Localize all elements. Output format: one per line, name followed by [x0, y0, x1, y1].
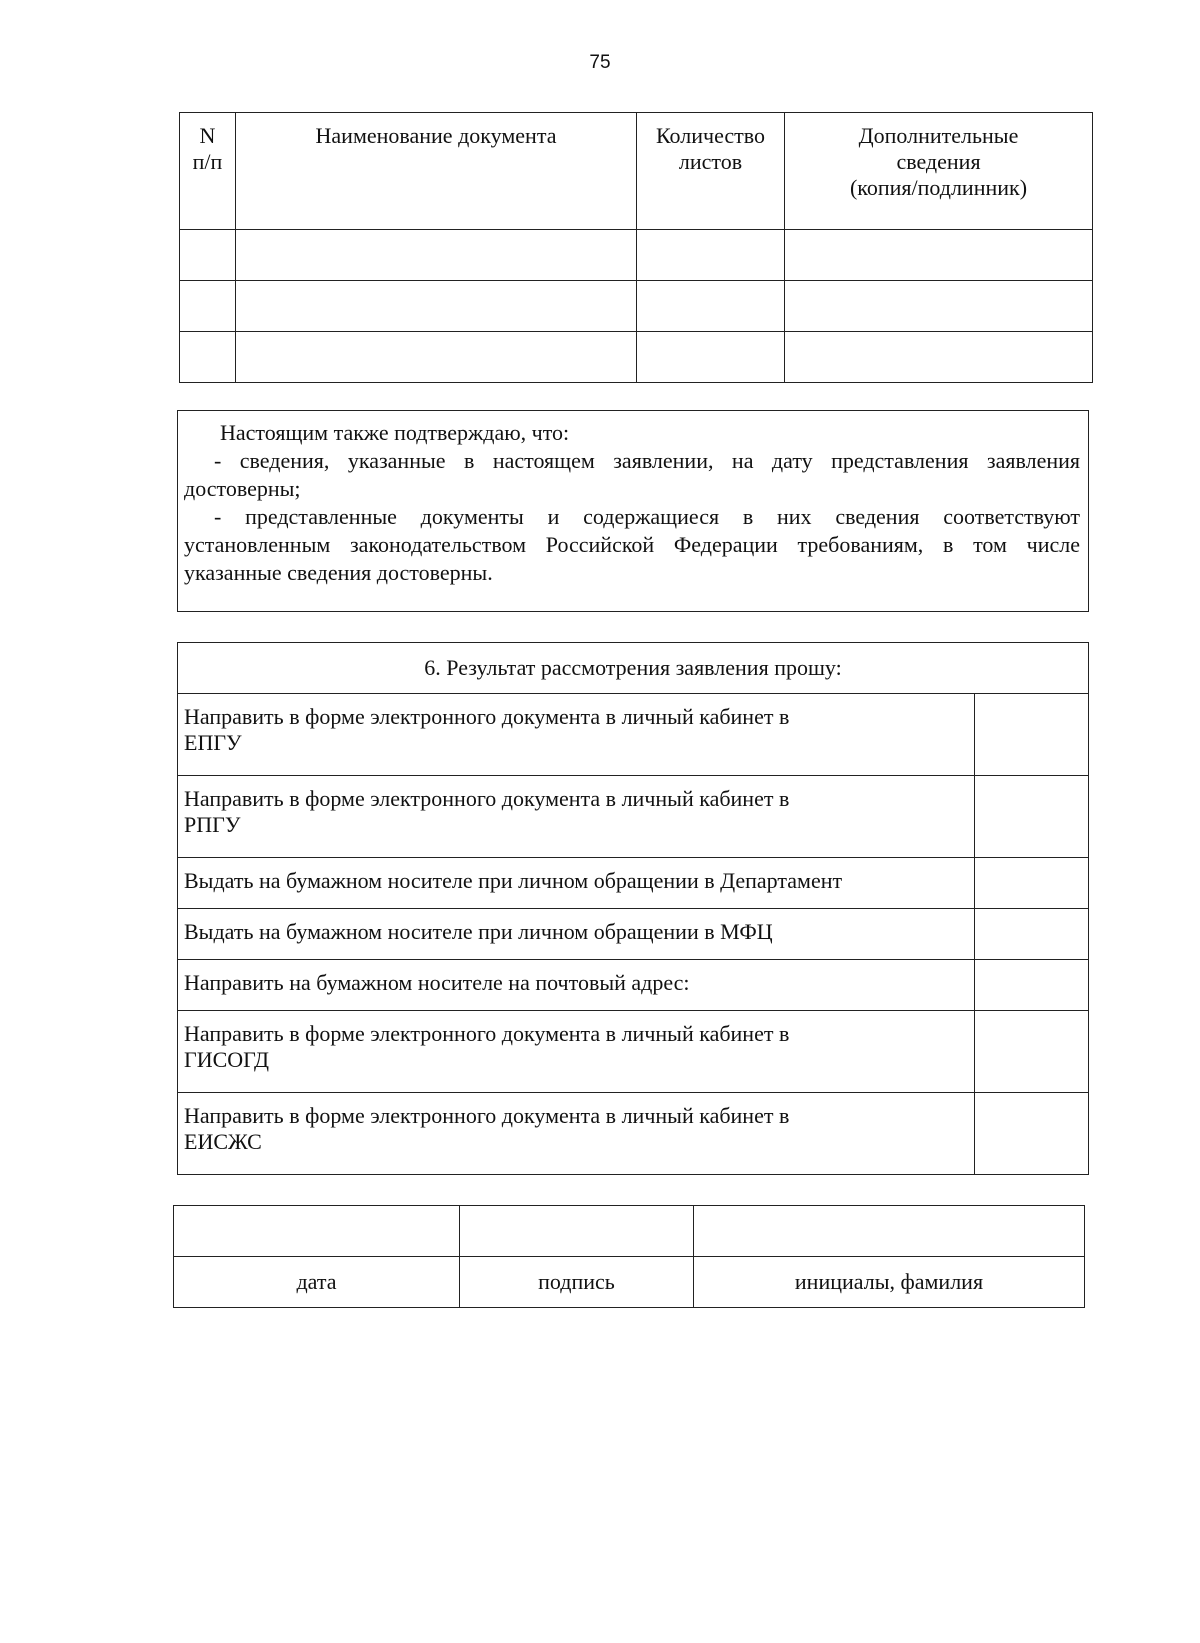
header-sheet-count: Количество листов	[637, 113, 785, 230]
result-option-checkbox[interactable]	[975, 858, 1089, 909]
result-option-label: Направить в форме электронного документа в личный кабинет в ЕПГУ	[178, 694, 975, 776]
cell-number[interactable]	[180, 332, 236, 383]
result-option-checkbox[interactable]	[975, 776, 1089, 858]
documents-table-header	[180, 113, 1093, 230]
signature-label: подпись	[460, 1257, 694, 1308]
page-number: 75	[589, 52, 611, 73]
date-label: дата	[174, 1257, 460, 1308]
cell-additional-info[interactable]	[785, 332, 1093, 383]
confirmation-item: - сведения, указанные в настоящем заявлении, на дату представления заявления достоверны;	[184, 448, 1080, 501]
signature-input-row	[174, 1206, 1085, 1257]
signature-label-row	[174, 1257, 1085, 1308]
confirmation-item: - представленные документы и содержащиеся в них сведения соответствуют установленным законодательством Российской Федерации требованиям, в том числе указанные сведения достоверны.	[184, 504, 1080, 585]
result-option-row	[178, 1093, 1089, 1175]
table-row	[180, 230, 1093, 281]
result-option-row	[178, 909, 1089, 960]
cell-sheet-count[interactable]	[637, 281, 785, 332]
cell-document-name[interactable]	[236, 281, 637, 332]
table-row	[180, 332, 1093, 383]
result-option-checkbox[interactable]	[975, 1011, 1089, 1093]
result-option-row	[178, 1011, 1089, 1093]
cell-document-name[interactable]	[236, 230, 637, 281]
cell-number[interactable]	[180, 281, 236, 332]
cell-sheet-count[interactable]	[637, 230, 785, 281]
result-option-checkbox[interactable]	[975, 694, 1089, 776]
name-field[interactable]	[694, 1206, 1085, 1257]
result-option-label: Выдать на бумажном носителе при личном обращении в МФЦ	[178, 909, 975, 960]
cell-additional-info[interactable]	[785, 281, 1093, 332]
result-option-row	[178, 960, 1089, 1011]
result-title-row	[178, 643, 1089, 694]
header-number: N п/п	[180, 113, 236, 230]
header-document-name: Наименование документа	[236, 113, 637, 230]
result-option-label: Выдать на бумажном носителе при личном обращении в Департамент	[178, 858, 975, 909]
result-option-label: Направить в форме электронного документа в личный кабинет в ГИСОГД	[178, 1011, 975, 1093]
cell-sheet-count[interactable]	[637, 332, 785, 383]
cell-number[interactable]	[180, 230, 236, 281]
table-row	[180, 281, 1093, 332]
result-option-checkbox[interactable]	[975, 960, 1089, 1011]
result-option-label: Направить в форме электронного документа в личный кабинет в РПГУ	[178, 776, 975, 858]
result-option-label: Направить в форме электронного документа в личный кабинет в ЕИСЖС	[178, 1093, 975, 1175]
cell-document-name[interactable]	[236, 332, 637, 383]
header-additional-info: Дополнительные сведения (копия/подлинник)	[785, 113, 1093, 230]
cell-additional-info[interactable]	[785, 230, 1093, 281]
result-table	[177, 642, 1089, 1175]
result-option-row	[178, 776, 1089, 858]
documents-table	[179, 112, 1093, 383]
signature-field[interactable]	[460, 1206, 694, 1257]
date-field[interactable]	[174, 1206, 460, 1257]
result-option-label: Направить на бумажном носителе на почтовый адрес:	[178, 960, 975, 1011]
result-option-row	[178, 858, 1089, 909]
confirmation-box	[177, 410, 1089, 612]
result-option-checkbox[interactable]	[975, 909, 1089, 960]
confirmation-intro: Настоящим также подтверждаю, что:	[220, 420, 570, 445]
result-title: 6. Результат рассмотрения заявления прошу:	[178, 643, 1089, 694]
signature-table	[173, 1205, 1085, 1308]
result-option-row	[178, 694, 1089, 776]
result-option-checkbox[interactable]	[975, 1093, 1089, 1175]
name-label: инициалы, фамилия	[694, 1257, 1085, 1308]
